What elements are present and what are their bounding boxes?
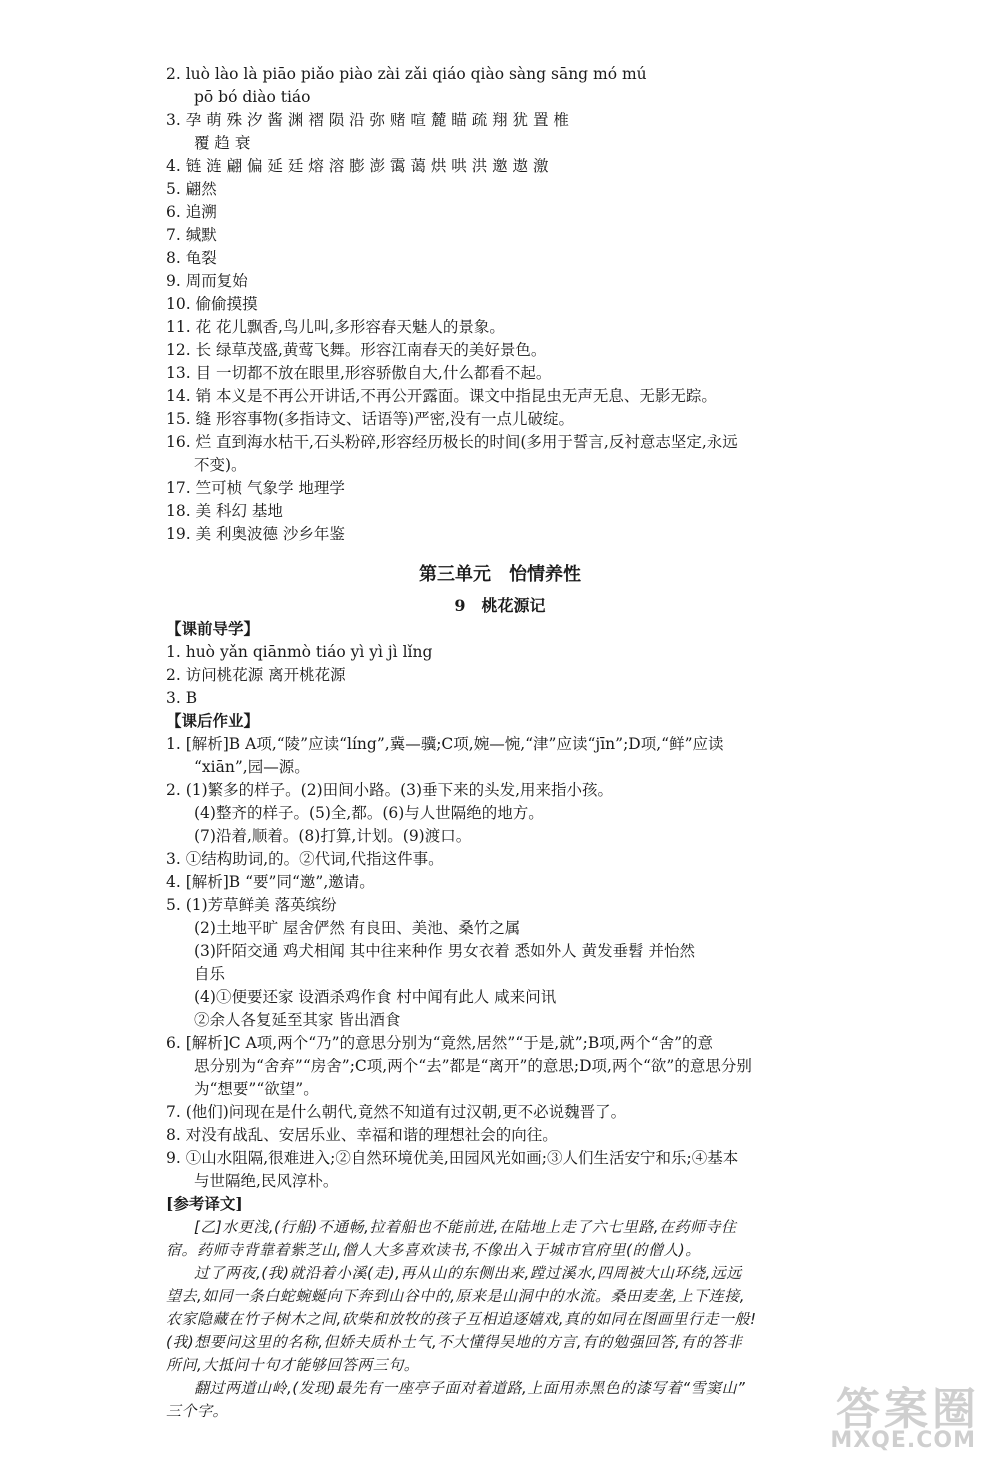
answer-line: 与世隔绝,民风淳朴。 (194, 1172, 339, 1190)
answer-line: 不变)。 (194, 456, 247, 474)
answer-line: 为“想要”“欲望”。 (194, 1080, 319, 1098)
answer-line: 19. 美 利奥波德 沙乡年鉴 (166, 525, 345, 543)
translation-line: 过了两夜,(我)就沿着小溪(走),再从山的东侧出来,蹚过溪水,四周被大山环绕,远远 (194, 1264, 742, 1282)
answer-line: (2)土地平旷 屋舍俨然 有良田、美池、桑竹之属 (194, 919, 521, 937)
answer-line: 覆 趋 衰 (194, 134, 251, 152)
translation-line: 农家隐藏在竹子树木之间,砍柴和放牧的孩子互相追逐嬉戏,真的如同在图画里行走一般! (166, 1310, 757, 1328)
answer-line: 9. ①山水阻隔,很难进入;②自然环境优美,田园风光如画;③人们生活安宁和乐;④基本 (166, 1149, 739, 1167)
answer-line: 4. 链 涟 翩 偏 延 廷 熔 溶 膨 澎 霭 蔼 烘 哄 洪 邀 遨 激 (166, 157, 549, 175)
answer-line: 6. [解析]C A项,两个“乃”的意思分别为“竟然,居然”“于是,就”;B项,两个“舍”的意 (166, 1034, 714, 1052)
answer-line: 13. 目 一切都不放在眼里,形容骄傲自大,什么都看不起。 (166, 364, 552, 382)
answer-line: 1. [解析]B A项,“陵”应读“líng”,冀—骥;C项,婉—惋,“津”应读“jīn”;D项,“鲜”应读 (166, 735, 724, 753)
answer-line: 3. ①结构助词,的。②代词,代指这件事。 (166, 850, 444, 868)
answer-line: (3)阡陌交通 鸡犬相闻 其中往来种作 男女衣着 悉如外人 黄发垂髫 并怡然 (194, 942, 696, 960)
section-heading: 【课前导学】 (166, 619, 260, 638)
answer-line: 10. 偷偷摸摸 (166, 295, 258, 313)
lesson-title: 9 桃花源记 (454, 596, 546, 615)
section-heading: 【课后作业】 (166, 711, 260, 730)
answer-line: 思分别为“舍弃”“房舍”;C项,两个“去”都是“离开”的意思;D项,两个“欲”的意思分别 (194, 1057, 752, 1075)
answer-line: 5. (1)芳草鲜美 落英缤纷 (166, 896, 337, 914)
answer-line: 9. 周而复始 (166, 272, 248, 290)
watermark-brand: 答案圈 (836, 1384, 980, 1435)
answer-line: 11. 花 花儿飘香,鸟儿叫,多形容春天魅人的景象。 (166, 318, 505, 336)
answer-line: 2. (1)繁多的样子。(2)田间小路。(3)垂下来的头发,用来指小孩。 (166, 781, 614, 799)
unit-title: 第三单元 怡情养性 (419, 564, 581, 585)
answer-line: 自乐 (194, 965, 226, 983)
answer-line: 2. luò lào là piāo piǎo piào zài zǎi qiáo qiào sàng sāng mó mú (166, 65, 647, 83)
answer-line: 18. 美 科幻 基地 (166, 502, 283, 520)
translation-line: [乙]水更浅,(行船)不通畅,拉着船也不能前进,在陆地上走了六七里路,在药师寺住 (194, 1218, 737, 1236)
answer-line: 7. 缄默 (166, 226, 217, 244)
answer-line: 8. 龟裂 (166, 249, 217, 267)
section-heading: [参考译文] (166, 1194, 243, 1213)
watermark-url: MXQE.COM (830, 1428, 976, 1453)
answer-line: 4. [解析]B “要”同“邀”,邀请。 (166, 873, 375, 891)
answer-line: 8. 对没有战乱、安居乐业、幸福和谐的理想社会的向往。 (166, 1126, 558, 1144)
translation-line: 望去,如同一条白蛇蜿蜒向下奔到山谷中的,原来是山洞中的水流。桑田麦垄,上下连接, (166, 1287, 746, 1305)
answer-line: “xiān”,园—源。 (194, 758, 310, 776)
answer-line: 3. 孕 萌 殊 汐 酱 渊 褶 陨 沿 弥 赌 喧 麓 瞄 疏 翔 犹 置 椎 (166, 111, 569, 129)
translation-line: 所问,大抵问十句才能够回答两三句。 (166, 1356, 420, 1374)
answer-line: (4)①便要还家 设酒杀鸡作食 村中闻有此人 咸来问讯 (194, 988, 557, 1006)
answer-line: 2. 访问桃花源 离开桃花源 (166, 666, 346, 684)
translation-line: 宿。药师寺背靠着紫芝山,僧人大多喜欢读书,不像出入于城市官府里(的僧人)。 (166, 1241, 701, 1259)
answer-line: 14. 销 本义是不再公开讲话,不再公开露面。课文中指昆虫无声无息、无影无踪。 (166, 387, 717, 405)
answer-line: 16. 烂 直到海水枯干,石头粉碎,形容经历极长的时间(多用于誓言,反衬意志坚定,永远 (166, 433, 738, 451)
answer-line: pō bó diào tiáo (194, 88, 311, 106)
translation-line: 三个字。 (166, 1402, 229, 1420)
answer-line: ②余人各复延至其家 皆出酒食 (194, 1011, 401, 1029)
answer-line: 12. 长 绿草茂盛,黄莺飞舞。形容江南春天的美好景色。 (166, 341, 547, 359)
answer-line: (4)整齐的样子。(5)全,都。(6)与人世隔绝的地方。 (194, 804, 544, 822)
answer-line: (7)沿着,顺着。(8)打算,计划。(9)渡口。 (194, 827, 472, 845)
answer-line: 3. B (166, 689, 198, 707)
answer-line: 1. huò yǎn qiānmò tiáo yì yì jì lǐng (166, 643, 433, 661)
translation-line: (我)想要问这里的名称,但娇夫质朴土气,不大懂得吴地的方言,有的勉强回答,有的答非 (166, 1333, 743, 1351)
answer-line: 17. 竺可桢 气象学 地理学 (166, 479, 345, 497)
answer-line: 15. 缝 形容事物(多指诗文、话语等)严密,没有一点儿破绽。 (166, 410, 575, 428)
answer-line: 7. (他们)问现在是什么朝代,竟然不知道有过汉朝,更不必说魏晋了。 (166, 1103, 627, 1121)
watermark-logo (770, 1373, 980, 1453)
answer-line: 6. 追溯 (166, 203, 217, 221)
translation-line: 翻过两道山岭,(发现)最先有一座亭子面对着道路,上面用赤黑色的漆写着“雪窦山” (194, 1379, 746, 1397)
answer-line: 5. 翩然 (166, 180, 217, 198)
